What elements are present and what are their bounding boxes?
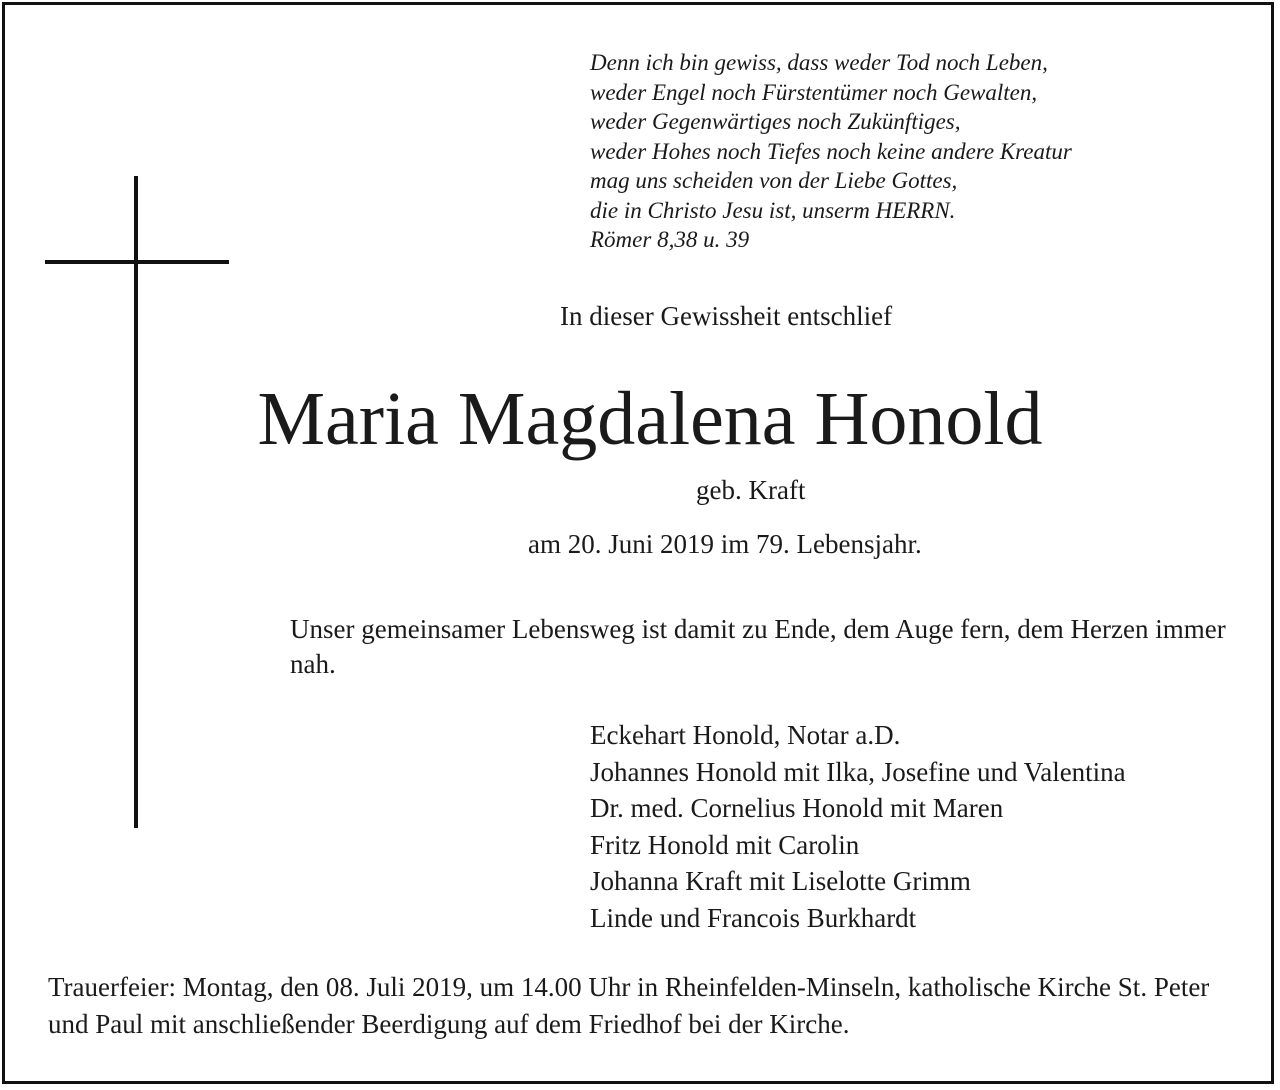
- mourner-entry: Johanna Kraft mit Liselotte Grimm: [590, 866, 971, 896]
- mourner-entry: Dr. med. Cornelius Honold mit Maren: [590, 793, 1004, 823]
- bible-verse: [590, 48, 1072, 255]
- verse-line: Denn ich bin gewiss, dass weder Tod noch Leben,: [590, 50, 1048, 75]
- verse-line: weder Engel noch Fürstentümer noch Gewalten,: [590, 79, 1038, 105]
- verse-line: weder Gegenwärtiges noch Zukünftiges,: [590, 109, 961, 134]
- verse-reference: Römer 8,38 u. 39: [590, 227, 750, 252]
- funeral-details: Trauerfeier: Montag, den 08. Juli 2019, um 14.00 Uhr in Rheinfelden-Minseln, katholische Kirche St. Peter und Paul mit anschließender Beerdigung auf dem Friedhof bei der Kirche.: [48, 972, 1210, 1039]
- intro-line: In dieser Gewissheit entschlief: [560, 301, 893, 331]
- verse-line: weder Hohes noch Tiefes noch keine andere Kreatur: [590, 138, 1072, 164]
- death-date-line: am 20. Juni 2019 im 79. Lebensjahr.: [528, 529, 922, 559]
- mourner-entry: Eckehart Honold, Notar a.D.: [590, 720, 901, 750]
- verse-line: mag uns scheiden von der Liebe Gottes,: [590, 168, 958, 193]
- mourners-list: [590, 717, 1126, 936]
- mourner-entry: Johannes Honold mit Ilka, Josefine und Valentina: [590, 756, 1126, 787]
- mourner-entry: Fritz Honold mit Carolin: [590, 829, 860, 860]
- mourner-entry: Linde und Francois Burkhardt: [590, 902, 917, 933]
- verse-line: die in Christo Jesu ist, unserm HERRN.: [590, 197, 956, 223]
- farewell-message: Unser gemeinsamer Lebensweg ist damit zu Ende, dem Auge fern, dem Herzen immer nah.: [290, 614, 1226, 679]
- deceased-name: Maria Magdalena Honold: [257, 377, 1043, 461]
- birth-name: geb. Kraft: [696, 475, 806, 505]
